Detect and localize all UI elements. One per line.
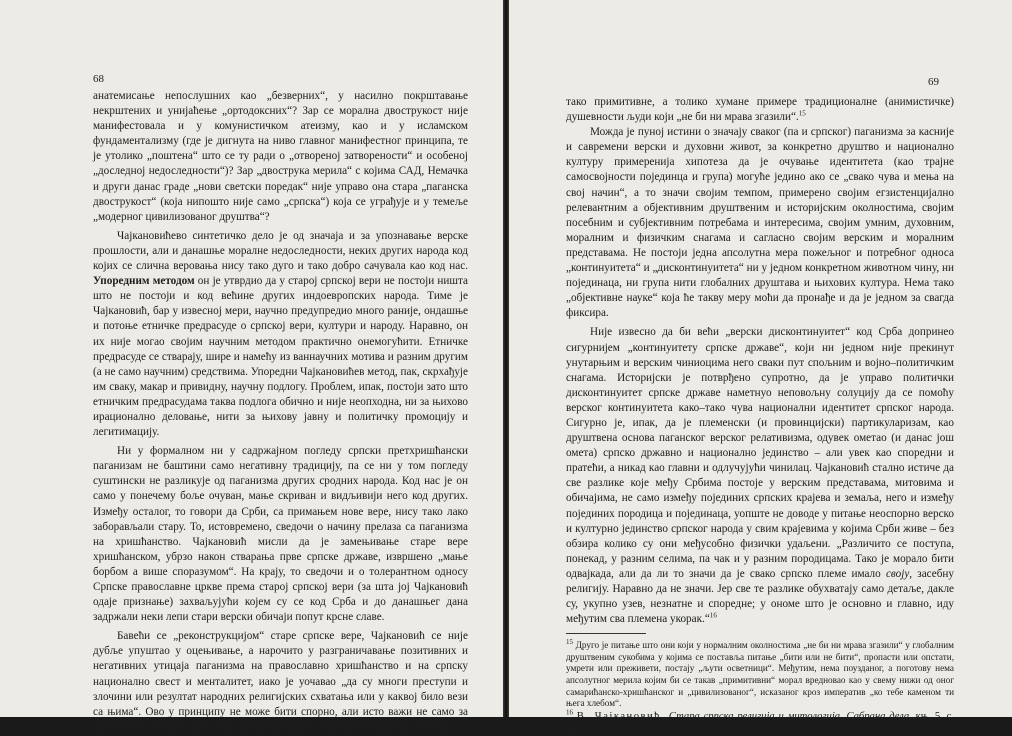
emphasis: своју [885, 567, 910, 580]
footnote: $^{16}$ В. Чајкановић, Стара српска религија и митологија, Сабрана дела, књ. 5, с. 53. [566, 708, 954, 735]
footnote-divider [566, 633, 646, 634]
footnote: $^{15}$ Друго је питање што они који у нормалним околностима „не би ни мрава згазили“ у глобалним друштвеним сукобима у којима се поставља питање „бити или не бити“, пропасти или опстати, умрети или преживети, постају „љути осветници“. Међутим, нема поузданог, а поготову нема апсолутног мерила којим би се такав „примитивни“ морал вредновао као у свему нижи од оног самарићанско-хришћанског и „цивилизованог“, исказаног кроз императив „ко тебе каменом ти њега хлебом“. [566, 638, 954, 709]
footnote-author: В. Чајкановић, [576, 710, 666, 722]
paragraph: анатемисање непослушних као „безверних“, у насилно покрштавање некрштених и унијаћење „ортодоксних“? Зар се морална двострукост није манифестовала и у комунистичком атеизму, као и у исламском фундаментализму (где је дигнута на ниво главног манифестног принципа, те је утолико „поштена“ што се ту ради о „отвореној затворености“ и особеној „доследној недоследности“)? Зар „двострука мерила“ с којима САД, Немачка и други данас граде „нови светски поредак“ није управо она стара „паганска двострукост“ (која нипошто није само „српска“) која се уграђује и у темеље „модерног цивилизованог друштва“? [93, 90, 468, 223]
paragraph: Чајкановићево синтетичко дело је од значаја и за упознавање верске прошлости, али и данашње моралне недоследности, неких других народа код којих се слична веровања нису тако дуго и тако добро сачувала као код нас. Упоредним методом он је утврдио да у старој српској вери не постоји ништа што не постоји и код већине других индоевропских народа. Тиме је Чајкановић, бар у извесној мери, научно предупредио много раније, ондашње и потоње етничке предрасуде о српској вери, култури и народу. Наравно, он их није могао својим научним методом практично онемогућити. Етничке предрасуде се стварају, шире и намећу из ваннаучних мотива и разним другим (а не само научним) средствима. Упоредни Чајкановићев метод, пак, скрхађује им сваку, макар и привидну, научну подлогу. Проблем, ипак, постоји зато што етничким предрасудама таква подлога обично и није неопходна, ни за њихово ирационално деловање, нити за њихову јавну и политичку промоцију и легитимацију. [93, 229, 468, 439]
left-page [0, 0, 503, 733]
footnote-work: Стара српска религија и митологија, Сабрана дела [668, 710, 910, 722]
paragraph: Ни у формалном ни у садржајном погледу српски претхришћански паганизам не баштини само негативну традицију, па се ни у том погледу суштински не разликује од паганизма других сродних народа. Код нас је он само у понечему боље очуван, мање скриван и видљивији него код других. Између осталог, то говори да Срби, са примањем нове вере, нису тако лако заборављали стару. То, истовремено, сведочи о начину прелаза са паганизма на хришћанство. Чајкановић мисли да је замењивање старе вере хришћанском, убрзо након стварања прве српске државе, извршено „мање борбом а више споразумом“. На крају, то сведочи и о толерантном односу Српске православне цркве према старој српској вери (за шта јој Чајкановић одаје признање) захваљујући којем су се код Срба и до данашњег дана задржали неки лепи стари верски обичаји попут крсне славе. [93, 445, 468, 624]
footnote-mark: 15 [566, 638, 573, 647]
footnote-ref[interactable]: 15 [798, 109, 806, 118]
page-number: 69 [928, 76, 939, 88]
right-page [509, 0, 1012, 735]
footnote-ref[interactable]: 16 [709, 611, 717, 620]
page-number: 68 [93, 73, 104, 85]
paragraph: тако примитивне, а толико хумане примере традиционалне (анимистичке) душевности људи који „не би ни мрава згазили“.$^{15}$ [566, 96, 954, 124]
left-page-body [93, 89, 468, 735]
footnote-mark: 16 [566, 708, 573, 717]
emphasis: Упоредним методом [93, 275, 195, 288]
right-page-body [566, 95, 954, 736]
paragraph: Бавећи се „реконструкцијом“ старе српске вере, Чајкановић се није дубље упуштао у оцењивање, а нарочито у разграничавање позитивних и негативних утицаја паганизма на православно хришћанство и на српску национално свест и менталитет, иако је уочавао „да су многи преступи и злочини или резултат народних религијских схватања или у каквој било вези са њима“. Ово у принципу не може бити спорно, али исто важи не само за преступе и злочине, него и за светле примере „чојства и јунаштва“ или оне [93, 630, 468, 733]
paragraph: Можда је пуној истини о значају сваког (па и српског) паганизма за касније и савремени верски и духовни живот, за конкретно друштво и национално културу примеренија хипотеза да је очување идентитета (као трајне самосвојности појединца и група) могуће једино ако се „свако чува и мења на свој начин“, а то значи својим темпом, примерено својим егзистенцијално релевантним а објективним друштвеним и историјским околностима, својим посебним и субјективним потребама и интересима, својим умним, духовним, моралним и физичким снагама и сагласно својим верским и моралним представама. Не постоји једна апсолутна мера пожељног и потребног односа „континуитета“ и „дисконтинуитета“ ни у једном конкретном животном чину, ни појединаца, ни група нити глобалних друштава и њихових култура. Нема тако „објективне науке“ која ће такву меру моћи да пронађе и да је једном за свагда фиксира. [566, 126, 954, 320]
paragraph: Није извесно да би већи „верски дисконтинуитет“ код Срба допринео сигурнијем „континуитету српске државе“, који ни једном није прекинут унутарњим и верским чиниоцима него сваки пут спољним и војно–политичким снагама. Историјски је потврђено супротно, да је управо политички дисконтинуитет српске државе наметнуо неповољну солуцију да се помоћу верског континуитета како–тако чува национални идентитет српског народа. Сигурно је, ипак, да је племенски (и провинцијски) партикуларизам, као друштвена основа паганског верског релативизма, одувек ометао (и данас још омета) српско државно и национално јединство – али увек као споредни и пратећи, а никад као главни и одлучујући чинилац. Чајкановић стално истиче да све разлике које међу Србима постоје у верским представама, митовима и обичајима, не само између појединих српских крајева и земаља, него и између појединих породица и појединаца, уопште не доводе у питање неоспорно верско и културно јединство српског народа у свим крајевима у којима Срби живе – без обзира колико су они међусобно физички удаљени. „Различито се поступа, понекад, у разним селима, па чак и у разним породицама. Тако је морало бити одвајкада, али да ли то значи да је свако српско племе имало своју, засебну религију. Наравно да не значи. Јер све те разлике обухватају само детаље, дакле су, укупно узев, незнатне и споредне; у ономе што је основно и главно, иду међутим сва племена укорак.“$^{16}$ [566, 326, 954, 626]
